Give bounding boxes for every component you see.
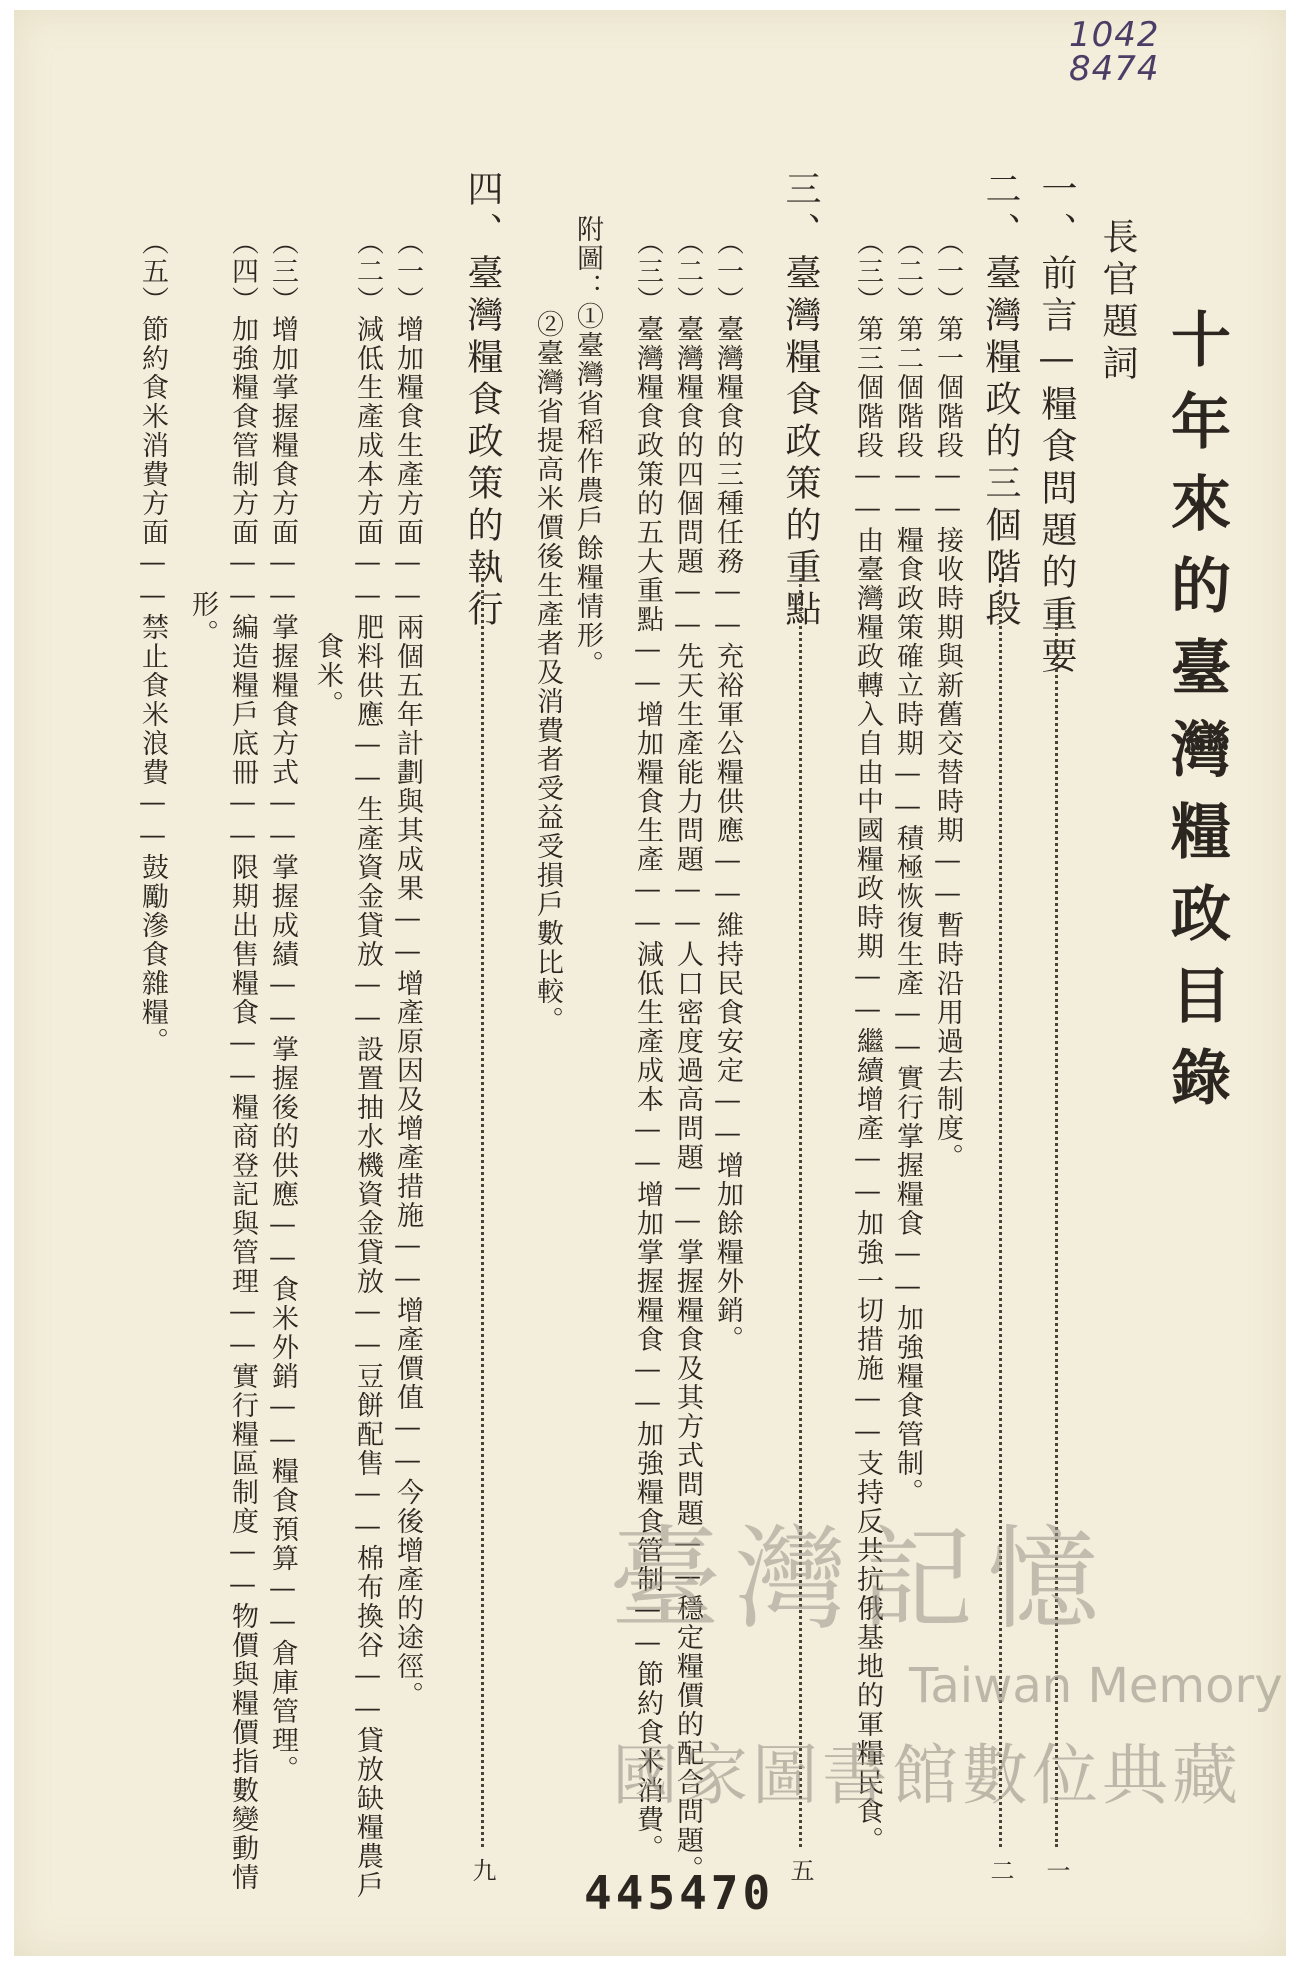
section-heading-1: 一、前言—糧食問題的重要 bbox=[1036, 170, 1077, 679]
toc-entry-4-4-cont: 形。 bbox=[187, 590, 218, 648]
watermark-chinese: 臺灣記憶 bbox=[609, 1515, 1113, 1645]
leader-dots-4 bbox=[481, 578, 484, 1847]
toc-entry-4-3: （三）增加掌握糧食方面——掌握糧食方式——掌握成績——掌握後的供應——食米外銷——糧食預算——倉庫管理。 bbox=[267, 228, 298, 1784]
toc-entry-3-2: （二）臺灣糧食的四個問題——先天生產能力問題——人口密度過高問題——掌握糧食及其方式問題——穩定糧價的配合問題。 bbox=[672, 228, 703, 1884]
section-page-2: 二 bbox=[986, 1858, 1014, 1882]
section-page-4: 九 bbox=[468, 1858, 496, 1882]
toc-entry-4-2-cont: 食米。 bbox=[312, 632, 343, 719]
toc-entry-3-3: （三）臺灣糧食政策的五大重點——增加糧食生產——減低生產成本——增加掌握糧食——加強糧食管制——節約食米消費。 bbox=[632, 228, 663, 1863]
section-page-3: 五 bbox=[786, 1858, 814, 1882]
toc-figure-note-2: ②臺灣省提高米價後生產者及消費者受益受損戶數比較。 bbox=[532, 310, 563, 1035]
toc-entry-4-4: （四）加強糧食管制方面——編造糧戶底冊——限期出售糧食——糧商登記與管理——實行糧區制度——物價與糧價指數變動情 bbox=[227, 228, 258, 1892]
watermark-english: Taiwan Memory bbox=[909, 1658, 1283, 1714]
toc-entry-2-2: （二）第二個階段——糧食政策確立時期——積極恢復生產——實行掌握糧食——加強糧食管制。 bbox=[892, 228, 923, 1507]
section-heading-3: 三、臺灣糧食政策的重點 bbox=[780, 170, 821, 632]
watermark-org: 國家圖書館數位典藏 bbox=[612, 1737, 1242, 1814]
section-heading-4: 四、臺灣糧食政策的執行 bbox=[462, 170, 503, 632]
toc-entry-2-1: （一）第一個階段——接收時期與新舊交替時期——暫時沿用過去制度。 bbox=[932, 228, 963, 1172]
toc-entry-4-5: （五）節約食米消費方面——禁止食米浪費——鼓勵滲食雜糧。 bbox=[137, 228, 168, 1056]
page-code: 445470 bbox=[584, 1866, 775, 1920]
leader-dots-2 bbox=[999, 578, 1002, 1847]
toc-entry-4-2: （二）減低生產成本方面——肥料供應——生產資金貸放——設置抽水機資金貸放——豆餅配售——棉布換谷——貸放缺糧農戶 bbox=[352, 228, 383, 1900]
page-title: 十年來的臺灣糧政目錄 bbox=[1161, 308, 1231, 1128]
section-heading-2: 二、臺灣糧政的三個階段 bbox=[980, 170, 1021, 632]
toc-entry-2-3: （三）第三個階段——由臺灣糧政轉入自由中國糧政時期——繼續增產——加強一切措施——支持反共抗俄基地的軍糧民食。 bbox=[852, 228, 883, 1855]
leader-line: 長官題詞 bbox=[1097, 218, 1138, 386]
toc-entry-4-1: （一）增加糧食生產方面——兩個五年計劃與其成果——增產原因及增產措施——增產價值——今後增產的途徑。 bbox=[392, 228, 423, 1710]
toc-entry-3-1: （一）臺灣糧食的三種任務——充裕軍公糧供應——維持民食安定——增加餘糧外銷。 bbox=[712, 228, 743, 1354]
handwritten-note-line2: 8474 bbox=[1069, 49, 1160, 89]
section-page-1: 一 bbox=[1042, 1858, 1070, 1882]
leader-dots-3 bbox=[799, 578, 802, 1847]
handwritten-note-line1: 1042 bbox=[1069, 15, 1160, 55]
document-page bbox=[14, 10, 1286, 1956]
toc-figure-note-1: 附圖：①臺灣省稻作農戶餘糧情形。 bbox=[572, 215, 603, 679]
